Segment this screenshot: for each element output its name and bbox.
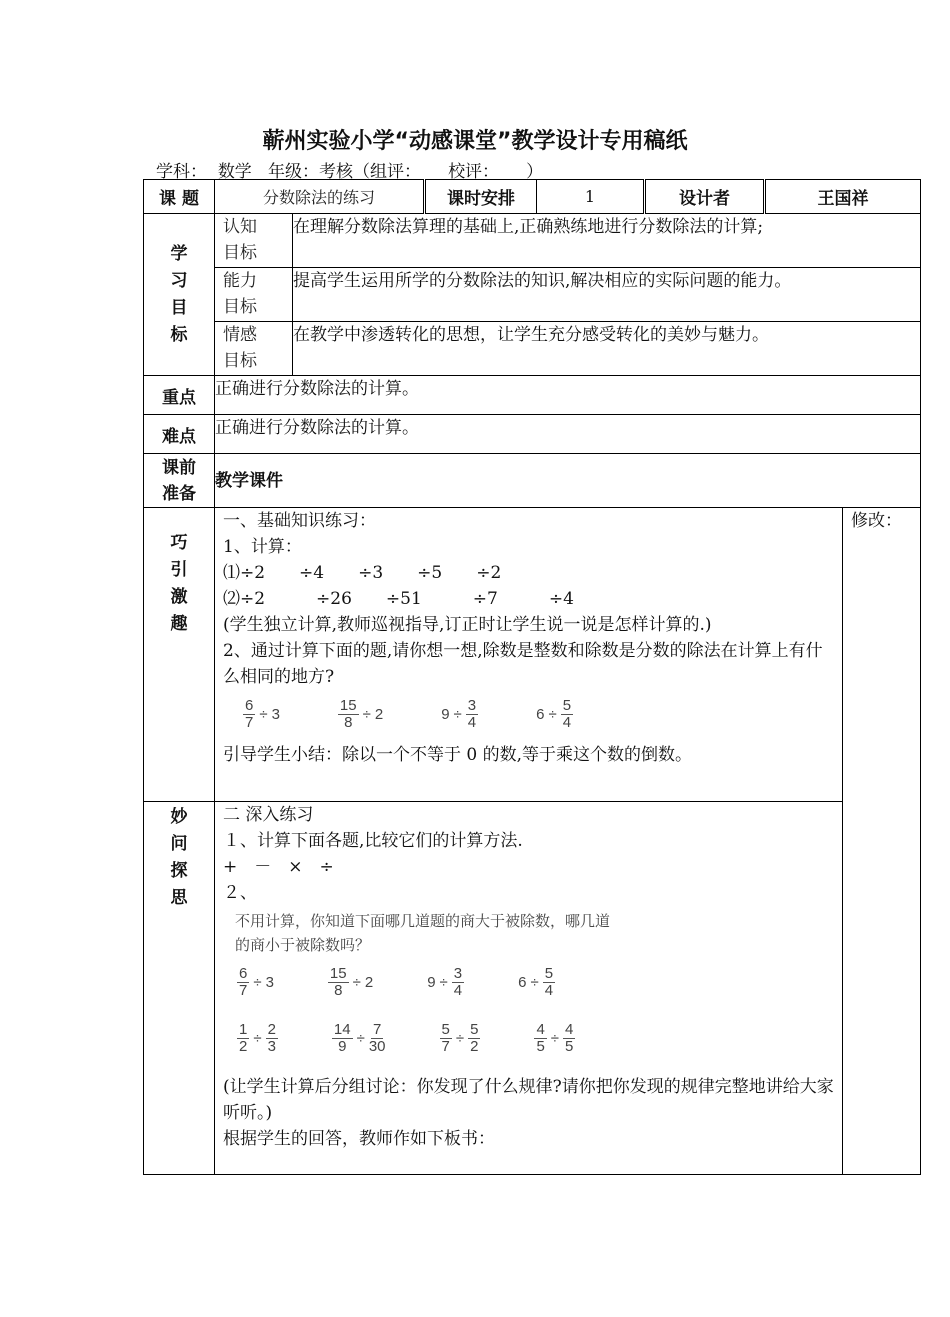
expression: 6 ÷ $\frac{5}{4}$	[518, 964, 554, 999]
expression: 9 ÷ $\frac{3}{4}$	[441, 696, 477, 731]
obj-char-1: 学	[170, 243, 188, 264]
objective-row-emotion	[144, 322, 921, 376]
section2-label: 妙 问 探 思	[144, 802, 215, 1175]
objectives-label	[144, 214, 215, 376]
objective-row-ability	[144, 268, 921, 322]
summary: 引导学生小结：除以一个不等于 0 的数,等于乘这个数的倒数。	[223, 745, 693, 765]
expression: $\frac{6}{7}$ ÷ 3	[239, 964, 274, 999]
revision-column: 修改：	[843, 508, 921, 1175]
difficulty-row	[144, 415, 921, 454]
obj-char-4: 标	[170, 324, 188, 345]
objective-text: 在教学中渗透转化的思想，让学生充分感受转化的美妙与魅力。	[293, 322, 921, 376]
expr-row	[223, 690, 834, 736]
page-title: 蕲州实验小学“动感课堂”教学设计专用稿纸	[262, 129, 688, 154]
designer-label: 设计者	[645, 180, 765, 214]
objective-type: 情感 目标	[215, 322, 293, 376]
closing: 根据学生的回答，教师作如下板书：	[223, 1129, 495, 1149]
hours-value: 1	[537, 180, 645, 214]
line: １、计算下面各题,比较它们的计算方法.	[223, 831, 523, 851]
objective-row-cognitive	[144, 214, 921, 268]
line: ⑴÷2 ÷4 ÷3 ÷5 ÷2	[223, 563, 502, 583]
expression: $\frac{5}{7}$ ÷ $\frac{5}{2}$	[441, 1020, 479, 1055]
obj-char-2: 习	[170, 270, 188, 291]
section2-content	[215, 802, 843, 1175]
expression: $\frac{6}{7}$ ÷ 3	[245, 696, 280, 731]
scanned-prompt: 不用计算，你知道下面哪几道题的商大于被除数，哪几道 的商小于被除数吗？	[235, 913, 611, 954]
objective-type: 认知 目标	[215, 214, 293, 268]
expr-row	[223, 1014, 834, 1062]
expression: 9 ÷ $\frac{3}{4}$	[427, 964, 463, 999]
header-row	[144, 180, 921, 214]
expr-row	[223, 958, 834, 1006]
section1-label: 巧 引 激 趣	[144, 508, 215, 802]
difficulty-text: 正确进行分数除法的计算。	[215, 415, 921, 454]
expression: $\frac{15}{8}$ ÷ 2	[329, 964, 374, 999]
grade-label: 年级：考核（组评：	[268, 162, 422, 182]
obj-char-3: 目	[170, 297, 188, 318]
key-point-row	[144, 376, 921, 415]
expression: $\frac{15}{8}$ ÷ 2	[339, 696, 384, 731]
objective-type: 能力 目标	[215, 268, 293, 322]
objective-text: 在理解分数除法算理的基础上,正确熟练地进行分数除法的计算;	[293, 214, 921, 268]
expression: 6 ÷ $\frac{5}{4}$	[536, 696, 572, 731]
section1-content	[215, 508, 843, 802]
topic-value: 分数除法的练习	[215, 180, 425, 214]
line: + － × ÷	[223, 857, 334, 877]
line: (学生独立计算,教师巡视指导,订正时让学生说一说是怎样计算的.)	[223, 615, 712, 635]
discussion: (让学生计算后分组讨论：你发现了什么规律?请你把你发现的规律完整地讲给大家听听。)	[223, 1077, 834, 1123]
expression: $\frac{14}{9}$ ÷ $\frac{7}{30}$	[333, 1020, 386, 1055]
line: 1、计算：	[223, 537, 302, 557]
prep-label: 课前 准备	[144, 454, 215, 508]
close-paren: ）	[526, 162, 544, 182]
key-point-label: 重点	[144, 376, 215, 415]
line: 一、基础知识练习：	[223, 511, 376, 531]
line: ２、	[223, 883, 257, 903]
hours-label: 课时安排	[425, 180, 537, 214]
section1-row	[144, 508, 921, 802]
topic-label: 课 题	[144, 180, 215, 214]
line: 二 深入练习	[223, 805, 314, 825]
school-review-label: 校评：	[448, 162, 500, 182]
designer-value: 王国祥	[765, 180, 921, 214]
expression: $\frac{4}{5}$ ÷ $\frac{4}{5}$	[536, 1020, 574, 1055]
key-point-text: 正确进行分数除法的计算。	[215, 376, 921, 415]
line: 2、通过计算下面的题,请你想一想,除数是整数和除数是分数的除法在计算上有什么相同的地方?	[223, 641, 823, 687]
subject-value: 数学	[217, 162, 252, 182]
lesson-plan-table	[143, 179, 921, 1175]
difficulty-label: 难点	[144, 415, 215, 454]
section2-row	[144, 802, 921, 1175]
subject-label: 学科：	[156, 162, 207, 182]
expression: $\frac{1}{2}$ ÷ $\frac{2}{3}$	[239, 1020, 276, 1055]
line: ⑵÷2 ÷26 ÷51 ÷7 ÷4	[223, 589, 574, 609]
prep-row	[144, 454, 921, 508]
objective-text: 提高学生运用所学的分数除法的知识,解决相应的实际问题的能力。	[293, 268, 921, 322]
prep-text: 教学课件	[215, 454, 921, 508]
